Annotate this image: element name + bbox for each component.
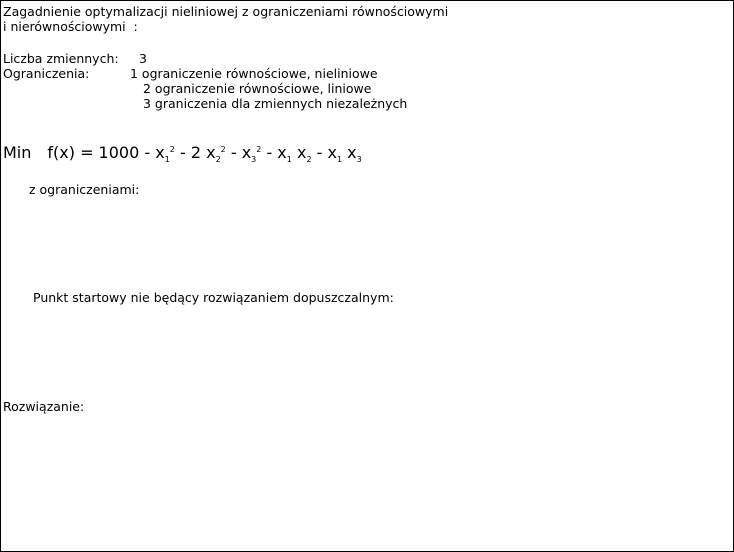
title-line-1: Zagadnienie optymalizacji nieliniowej z ograniczeniami równościowymi [3, 4, 449, 19]
constraint-item: 2 ograniczenie równościowe, liniowe [143, 81, 372, 96]
title-line-2: i nierównościowymi : [3, 19, 138, 34]
objective-function: Min $f(x) = 1000 - x_1^2 - 2$ $x_2^2 - x_3^2 - x_1$ $x_2 - x_1$ $x_3$ [3, 143, 362, 164]
constraint-item: 3 graniczenia dla zmiennych niezależnych [143, 96, 408, 111]
objective-fx: f(x) = 1000 - x [47, 143, 165, 162]
subject-to-label: z ograniczeniami: [29, 182, 140, 197]
constraints-label: Ograniczenia: [3, 66, 90, 81]
objective-prefix: Min [3, 143, 32, 162]
start-point-label: Punkt startowy nie będący rozwiązaniem dopuszczalnym: [33, 290, 394, 305]
constraint-item: 1 ograniczenie równościowe, nieliniowe [130, 66, 378, 81]
variables-value: 3 [139, 51, 147, 66]
variables-label: Liczba zmiennych: [3, 51, 119, 66]
solution-label: Rozwiązanie: [3, 399, 85, 414]
